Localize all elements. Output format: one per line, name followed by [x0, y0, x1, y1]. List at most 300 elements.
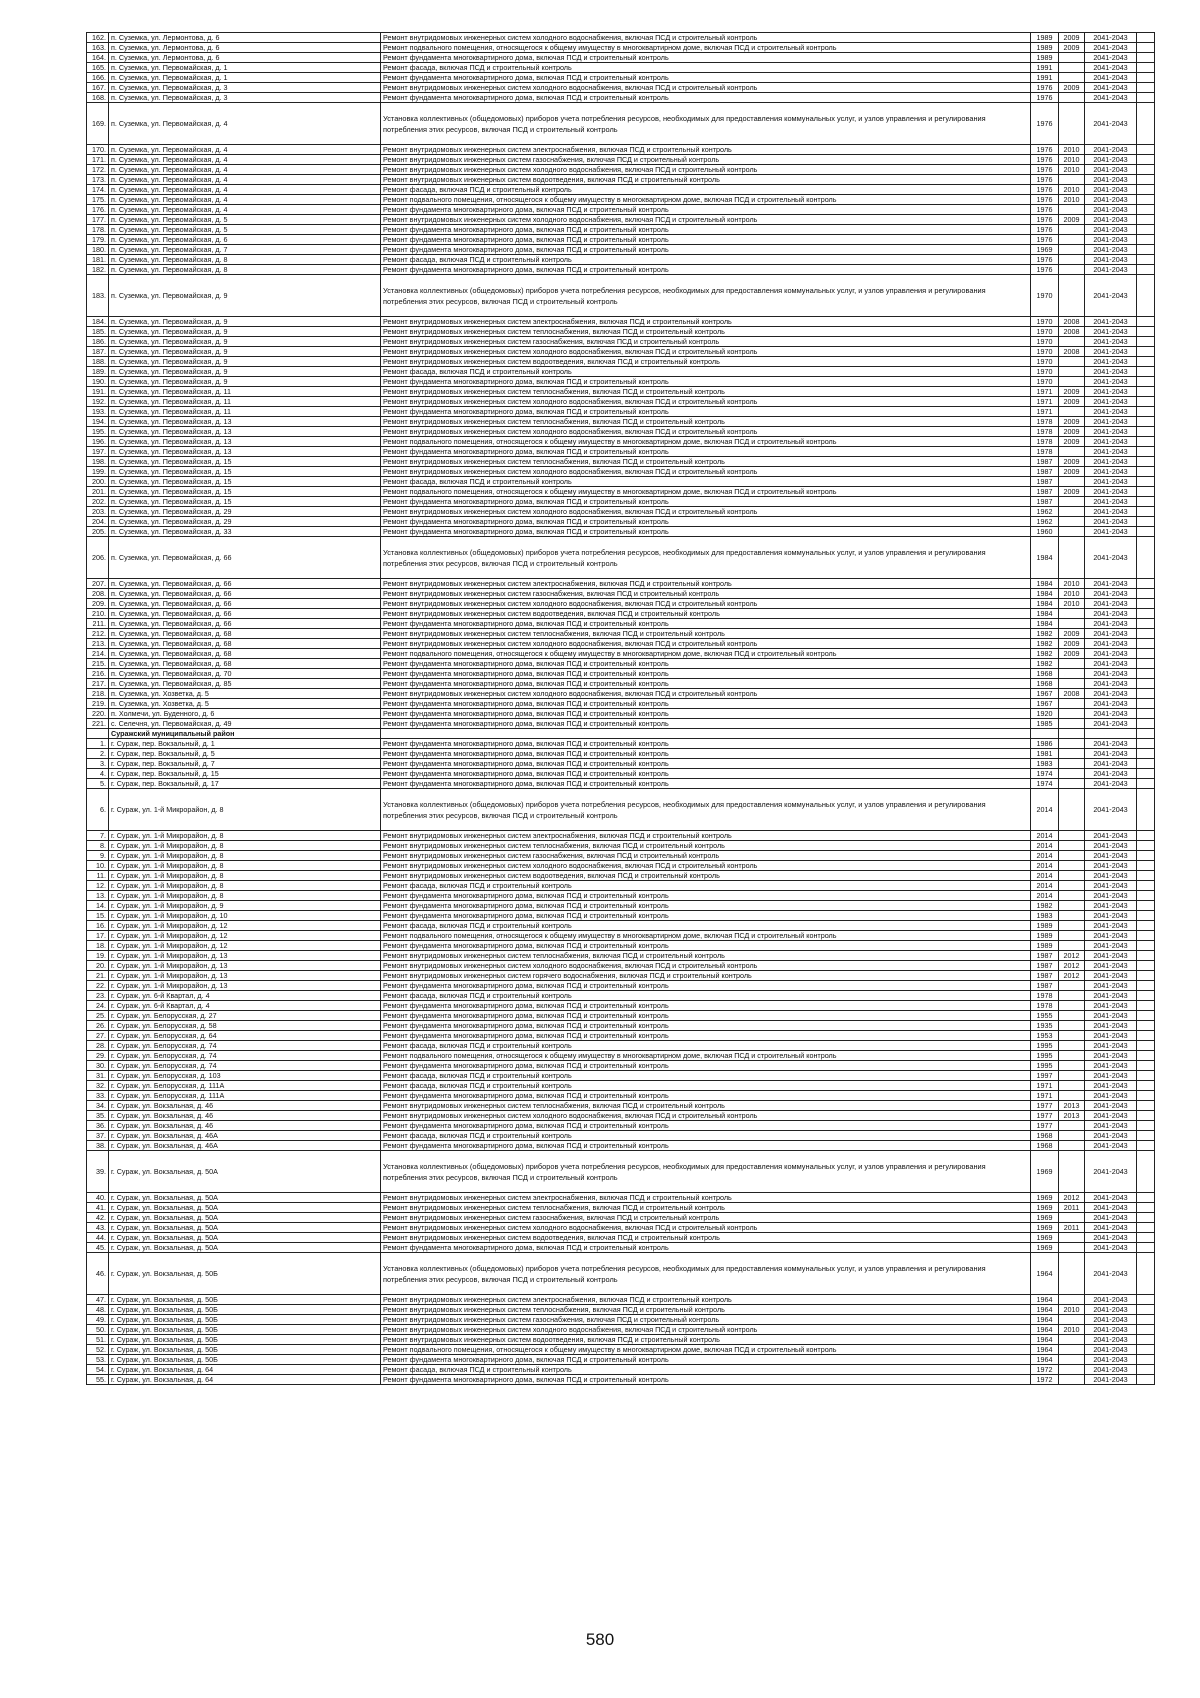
row-number: 49.	[87, 1315, 109, 1325]
table-row	[87, 43, 1155, 53]
row-number: 19.	[87, 951, 109, 961]
blank-cell	[1137, 659, 1155, 669]
planned-period-cell: 2041-2043	[1085, 205, 1137, 215]
table-row	[87, 145, 1155, 155]
last-repair-year-cell	[1059, 749, 1085, 759]
last-repair-year-cell	[1059, 609, 1085, 619]
planned-period-cell: 2041-2043	[1085, 225, 1137, 235]
row-number: 33.	[87, 1091, 109, 1101]
work-type-cell: Ремонт подвального помещения, относящегося к общему имуществу в многоквартирном доме, включая ПСД и строительный контроль	[381, 487, 1031, 497]
last-repair-year-cell: 2009	[1059, 397, 1085, 407]
last-repair-year-cell	[1059, 831, 1085, 841]
work-type-cell: Ремонт фасада, включая ПСД и строительный контроль	[381, 1081, 1031, 1091]
row-number: 22.	[87, 981, 109, 991]
blank-cell	[1137, 1325, 1155, 1335]
row-number: 5.	[87, 779, 109, 789]
blank-cell	[1137, 477, 1155, 487]
table-row	[87, 911, 1155, 921]
row-number: 173.	[87, 175, 109, 185]
last-repair-year-cell: 2010	[1059, 599, 1085, 609]
table-row	[87, 1365, 1155, 1375]
last-repair-year-cell	[1059, 931, 1085, 941]
planned-period-cell: 2041-2043	[1085, 1223, 1137, 1233]
work-type-cell: Ремонт подвального помещения, относящегося к общему имуществу в многоквартирном доме, включая ПСД и строительный контроль	[381, 437, 1031, 447]
row-number: 35.	[87, 1111, 109, 1121]
work-type-cell: Ремонт внутридомовых инженерных систем газоснабжения, включая ПСД и строительный контроль	[381, 155, 1031, 165]
blank-cell	[1137, 1355, 1155, 1365]
blank-cell	[1137, 175, 1155, 185]
row-number: 218.	[87, 689, 109, 699]
last-repair-year-cell: 2009	[1059, 43, 1085, 53]
last-repair-year-cell: 2009	[1059, 649, 1085, 659]
table-row	[87, 1253, 1155, 1295]
planned-period-cell: 2041-2043	[1085, 245, 1137, 255]
blank-cell	[1137, 649, 1155, 659]
row-number: 37.	[87, 1131, 109, 1141]
last-repair-year-cell	[1059, 981, 1085, 991]
address-cell: г. Сураж, ул. 1-й Микрорайон, д. 9	[109, 901, 381, 911]
last-repair-year-cell	[1059, 1001, 1085, 1011]
blank-cell	[1137, 317, 1155, 327]
commission-year-cell: 1995	[1031, 1061, 1059, 1071]
table-row	[87, 467, 1155, 477]
blank-cell	[1137, 961, 1155, 971]
work-type-cell: Установка коллективных (общедомовых) приборов учета потребления ресурсов, необходимых для предоставления коммунальных услуг, и узлов управления и регулирования потребления этих ресурсов, включая ПСД и строительный контроль	[381, 275, 1031, 317]
planned-period-cell: 2041-2043	[1085, 599, 1137, 609]
last-repair-year-cell	[1059, 1233, 1085, 1243]
commission-year-cell: 1976	[1031, 265, 1059, 275]
last-repair-year-cell	[1059, 779, 1085, 789]
table-row	[87, 1111, 1155, 1121]
table-row	[87, 971, 1155, 981]
last-repair-year-cell	[1059, 709, 1085, 719]
table-row	[87, 497, 1155, 507]
commission-year-cell: 1970	[1031, 337, 1059, 347]
address-cell: г. Сураж, ул. 1-й Микрорайон, д. 13	[109, 951, 381, 961]
address-cell: п. Суземка, ул. Первомайская, д. 7	[109, 245, 381, 255]
table-row	[87, 1213, 1155, 1223]
table-row	[87, 255, 1155, 265]
row-number: 46.	[87, 1253, 109, 1295]
planned-period-cell: 2041-2043	[1085, 407, 1137, 417]
table-row	[87, 599, 1155, 609]
work-type-cell: Ремонт внутридомовых инженерных систем теплоснабжения, включая ПСД и строительный контроль	[381, 1101, 1031, 1111]
planned-period-cell: 2041-2043	[1085, 1295, 1137, 1305]
work-type-cell: Ремонт фундамента многоквартирного дома, включая ПСД и строительный контроль	[381, 779, 1031, 789]
last-repair-year-cell	[1059, 1213, 1085, 1223]
commission-year-cell: 1984	[1031, 537, 1059, 579]
row-number: 221.	[87, 719, 109, 729]
row-number: 9.	[87, 851, 109, 861]
blank-cell	[1137, 527, 1155, 537]
planned-period-cell: 2041-2043	[1085, 609, 1137, 619]
last-repair-year-cell	[1059, 93, 1085, 103]
table-row	[87, 317, 1155, 327]
planned-period-cell: 2041-2043	[1085, 1355, 1137, 1365]
row-number: 165.	[87, 63, 109, 73]
row-number: 48.	[87, 1305, 109, 1315]
commission-year-cell: 1969	[1031, 1203, 1059, 1213]
blank-cell	[1137, 1111, 1155, 1121]
blank-cell	[1137, 1041, 1155, 1051]
address-cell: г. Сураж, ул. Белорусская, д. 58	[109, 1021, 381, 1031]
address-cell: г. Сураж, ул. 1-й Микрорайон, д. 13	[109, 961, 381, 971]
last-repair-year-cell	[1059, 103, 1085, 145]
planned-period-cell: 2041-2043	[1085, 73, 1137, 83]
last-repair-year-cell	[1059, 1355, 1085, 1365]
row-number: 175.	[87, 195, 109, 205]
blank-cell	[1137, 861, 1155, 871]
row-number: 206.	[87, 537, 109, 579]
planned-period-cell: 2041-2043	[1085, 467, 1137, 477]
work-type-cell: Ремонт фундамента многоквартирного дома, включая ПСД и строительный контроль	[381, 1121, 1031, 1131]
table-row	[87, 507, 1155, 517]
row-number: 172.	[87, 165, 109, 175]
address-cell: п. Суземка, ул. Лермонтова, д. 6	[109, 53, 381, 63]
commission-year-cell: 1977	[1031, 1111, 1059, 1121]
table-row	[87, 337, 1155, 347]
work-type-cell: Ремонт фасада, включая ПСД и строительный контроль	[381, 991, 1031, 1001]
commission-year-cell: 1970	[1031, 275, 1059, 317]
commission-year-cell: 1987	[1031, 981, 1059, 991]
row-number: 17.	[87, 931, 109, 941]
planned-period-cell: 2041-2043	[1085, 527, 1137, 537]
commission-year-cell: 1964	[1031, 1325, 1059, 1335]
address-cell: п. Суземка, ул. Первомайская, д. 66	[109, 579, 381, 589]
work-type-cell: Установка коллективных (общедомовых) приборов учета потребления ресурсов, необходимых для предоставления коммунальных услуг, и узлов управления и регулирования потребления этих ресурсов, включая ПСД и строительный контроль	[381, 1253, 1031, 1295]
row-number: 51.	[87, 1335, 109, 1345]
last-repair-year-cell: 2009	[1059, 629, 1085, 639]
row-number: 212.	[87, 629, 109, 639]
planned-period-cell: 2041-2043	[1085, 1193, 1137, 1203]
work-type-cell: Ремонт внутридомовых инженерных систем холодного водоснабжения, включая ПСД и строительный контроль	[381, 599, 1031, 609]
last-repair-year-cell	[1059, 337, 1085, 347]
blank-cell	[1137, 1335, 1155, 1345]
row-number: 196.	[87, 437, 109, 447]
table-row	[87, 891, 1155, 901]
row-number: 28.	[87, 1041, 109, 1051]
planned-period-cell: 2041-2043	[1085, 851, 1137, 861]
table-row	[87, 53, 1155, 63]
planned-period-cell: 2041-2043	[1085, 1091, 1137, 1101]
address-cell: п. Суземка, ул. Первомайская, д. 70	[109, 669, 381, 679]
row-number: 41.	[87, 1203, 109, 1213]
commission-year-cell: 1969	[1031, 245, 1059, 255]
work-type-cell: Ремонт внутридомовых инженерных систем холодного водоснабжения, включая ПСД и строительный контроль	[381, 165, 1031, 175]
blank-cell	[1137, 921, 1155, 931]
planned-period-cell: 2041-2043	[1085, 981, 1137, 991]
table-row	[87, 1295, 1155, 1305]
commission-year-cell: 1968	[1031, 1131, 1059, 1141]
address-cell: п. Суземка, ул. Первомайская, д. 29	[109, 517, 381, 527]
table-row	[87, 537, 1155, 579]
work-type-cell: Ремонт фасада, включая ПСД и строительный контроль	[381, 1365, 1031, 1375]
row-number: 162.	[87, 33, 109, 43]
work-type-cell: Ремонт фундамента многоквартирного дома, включая ПСД и строительный контроль	[381, 1021, 1031, 1031]
commission-year-cell: 1983	[1031, 759, 1059, 769]
blank-cell	[1137, 407, 1155, 417]
work-type-cell: Ремонт внутридомовых инженерных систем газоснабжения, включая ПСД и строительный контроль	[381, 1213, 1031, 1223]
table-row	[87, 1101, 1155, 1111]
commission-year-cell: 1968	[1031, 1141, 1059, 1151]
table-row	[87, 377, 1155, 387]
work-type-cell: Ремонт внутридомовых инженерных систем водоотведения, включая ПСД и строительный контроль	[381, 1233, 1031, 1243]
commission-year-cell: 1970	[1031, 317, 1059, 327]
blank-cell	[1137, 327, 1155, 337]
table-row	[87, 921, 1155, 931]
planned-period-cell: 2041-2043	[1085, 347, 1137, 357]
address-cell: г. Сураж, ул. Вокзальная, д. 50А	[109, 1213, 381, 1223]
blank-cell	[1137, 165, 1155, 175]
address-cell: п. Суземка, ул. Первомайская, д. 4	[109, 205, 381, 215]
table-row	[87, 1021, 1155, 1031]
work-type-cell: Ремонт внутридомовых инженерных систем горячего водоснабжения, включая ПСД и строительный контроль	[381, 971, 1031, 981]
planned-period-cell: 2041-2043	[1085, 739, 1137, 749]
commission-year-cell: 1964	[1031, 1335, 1059, 1345]
address-cell: г. Сураж, ул. Вокзальная, д. 50Б	[109, 1305, 381, 1315]
commission-year-cell: 1967	[1031, 699, 1059, 709]
commission-year-cell: 1987	[1031, 467, 1059, 477]
work-type-cell: Ремонт внутридомовых инженерных систем электроснабжения, включая ПСД и строительный контроль	[381, 145, 1031, 155]
row-number: 26.	[87, 1021, 109, 1031]
blank-cell	[1137, 437, 1155, 447]
commission-year-cell: 1997	[1031, 1071, 1059, 1081]
table-row	[87, 749, 1155, 759]
last-repair-year-cell	[1059, 407, 1085, 417]
table-row	[87, 185, 1155, 195]
planned-period-cell: 2041-2043	[1085, 629, 1137, 639]
blank-cell	[1137, 33, 1155, 43]
address-cell: г. Сураж, пер. Вокзальный, д. 1	[109, 739, 381, 749]
row-number: 182.	[87, 265, 109, 275]
planned-period-cell: 2041-2043	[1085, 589, 1137, 599]
last-repair-year-cell	[1059, 1071, 1085, 1081]
work-type-cell: Ремонт фундамента многоквартирного дома, включая ПСД и строительный контроль	[381, 1375, 1031, 1385]
planned-period-cell: 2041-2043	[1085, 1101, 1137, 1111]
blank-cell	[1137, 1213, 1155, 1223]
address-cell: п. Суземка, ул. Первомайская, д. 3	[109, 93, 381, 103]
work-type-cell: Ремонт фундамента многоквартирного дома, включая ПСД и строительный контроль	[381, 669, 1031, 679]
table-row	[87, 245, 1155, 255]
blank-cell	[1137, 619, 1155, 629]
work-type-cell: Ремонт фундамента многоквартирного дома, включая ПСД и строительный контроль	[381, 245, 1031, 255]
address-cell: Суражский муниципальный район	[109, 729, 381, 739]
row-number: 184.	[87, 317, 109, 327]
commission-year-cell: 1978	[1031, 1001, 1059, 1011]
table-row	[87, 1121, 1155, 1131]
work-type-cell: Ремонт фасада, включая ПСД и строительный контроль	[381, 63, 1031, 73]
page-number: 580	[585, 1630, 615, 1649]
planned-period-cell: 2041-2043	[1085, 709, 1137, 719]
blank-cell	[1137, 1051, 1155, 1061]
table-row	[87, 437, 1155, 447]
work-type-cell: Ремонт фундамента многоквартирного дома, включая ПСД и строительный контроль	[381, 93, 1031, 103]
commission-year-cell: 1984	[1031, 609, 1059, 619]
planned-period-cell: 2041-2043	[1085, 43, 1137, 53]
planned-period-cell: 2041-2043	[1085, 265, 1137, 275]
row-number: 217.	[87, 679, 109, 689]
address-cell: п. Суземка, ул. Хозветка, д. 5	[109, 689, 381, 699]
table-row	[87, 769, 1155, 779]
work-type-cell: Ремонт внутридомовых инженерных систем холодного водоснабжения, включая ПСД и строительный контроль	[381, 861, 1031, 871]
blank-cell	[1137, 265, 1155, 275]
row-number: 201.	[87, 487, 109, 497]
planned-period-cell: 2041-2043	[1085, 195, 1137, 205]
commission-year-cell: 1989	[1031, 921, 1059, 931]
last-repair-year-cell	[1059, 769, 1085, 779]
last-repair-year-cell	[1059, 851, 1085, 861]
table-row	[87, 215, 1155, 225]
address-cell: п. Суземка, ул. Первомайская, д. 68	[109, 629, 381, 639]
work-type-cell: Ремонт фундамента многоквартирного дома, включая ПСД и строительный контроль	[381, 1141, 1031, 1151]
planned-period-cell: 2041-2043	[1085, 427, 1137, 437]
table-row	[87, 1091, 1155, 1101]
planned-period-cell: 2041-2043	[1085, 759, 1137, 769]
last-repair-year-cell	[1059, 871, 1085, 881]
commission-year-cell: 1976	[1031, 235, 1059, 245]
blank-cell	[1137, 1011, 1155, 1021]
table-row	[87, 1193, 1155, 1203]
address-cell: г. Сураж, ул. 1-й Микрорайон, д. 8	[109, 831, 381, 841]
row-number: 4.	[87, 769, 109, 779]
blank-cell	[1137, 1315, 1155, 1325]
blank-cell	[1137, 377, 1155, 387]
commission-year-cell: 1976	[1031, 145, 1059, 155]
table-row	[87, 457, 1155, 467]
last-repair-year-cell: 2010	[1059, 579, 1085, 589]
planned-period-cell: 2041-2043	[1085, 921, 1137, 931]
work-type-cell: Ремонт внутридомовых инженерных систем теплоснабжения, включая ПСД и строительный контроль	[381, 1203, 1031, 1213]
last-repair-year-cell	[1059, 225, 1085, 235]
work-type-cell: Ремонт подвального помещения, относящегося к общему имуществу в многоквартирном доме, включая ПСД и строительный контроль	[381, 649, 1031, 659]
planned-period-cell: 2041-2043	[1085, 517, 1137, 527]
work-type-cell: Ремонт фундамента многоквартирного дома, включая ПСД и строительный контроль	[381, 719, 1031, 729]
work-type-cell: Ремонт фундамента многоквартирного дома, включая ПСД и строительный контроль	[381, 1061, 1031, 1071]
planned-period-cell: 2041-2043	[1085, 155, 1137, 165]
blank-cell	[1137, 447, 1155, 457]
work-type-cell: Ремонт фундамента многоквартирного дома, включая ПСД и строительный контроль	[381, 225, 1031, 235]
row-number: 179.	[87, 235, 109, 245]
address-cell: г. Сураж, ул. Вокзальная, д. 50Б	[109, 1325, 381, 1335]
commission-year-cell: 1986	[1031, 739, 1059, 749]
blank-cell	[1137, 1151, 1155, 1193]
work-type-cell: Ремонт внутридомовых инженерных систем холодного водоснабжения, включая ПСД и строительный контроль	[381, 215, 1031, 225]
address-cell: г. Сураж, ул. 1-й Микрорайон, д. 13	[109, 971, 381, 981]
last-repair-year-cell: 2008	[1059, 689, 1085, 699]
row-number: 6.	[87, 789, 109, 831]
work-type-cell: Ремонт фасада, включая ПСД и строительный контроль	[381, 1041, 1031, 1051]
address-cell: п. Суземка, ул. Первомайская, д. 66	[109, 609, 381, 619]
planned-period-cell: 2041-2043	[1085, 1345, 1137, 1355]
table-row	[87, 629, 1155, 639]
blank-cell	[1137, 537, 1155, 579]
row-number: 215.	[87, 659, 109, 669]
row-number: 163.	[87, 43, 109, 53]
row-number: 202.	[87, 497, 109, 507]
commission-year-cell: 1982	[1031, 649, 1059, 659]
commission-year-cell: 1969	[1031, 1223, 1059, 1233]
blank-cell	[1137, 245, 1155, 255]
table-row	[87, 1375, 1155, 1385]
commission-year-cell: 1969	[1031, 1213, 1059, 1223]
row-number: 207.	[87, 579, 109, 589]
commission-year-cell: 2014	[1031, 891, 1059, 901]
last-repair-year-cell	[1059, 497, 1085, 507]
work-type-cell: Ремонт подвального помещения, относящегося к общему имуществу в многоквартирном доме, включая ПСД и строительный контроль	[381, 1345, 1031, 1355]
row-number: 203.	[87, 507, 109, 517]
row-number: 39.	[87, 1151, 109, 1193]
row-number: 199.	[87, 467, 109, 477]
last-repair-year-cell	[1059, 275, 1085, 317]
work-type-cell: Ремонт внутридомовых инженерных систем теплоснабжения, включая ПСД и строительный контроль	[381, 417, 1031, 427]
commission-year-cell: 1989	[1031, 931, 1059, 941]
address-cell: г. Сураж, ул. Белорусская, д. 74	[109, 1051, 381, 1061]
address-cell: п. Суземка, ул. Первомайская, д. 9	[109, 317, 381, 327]
work-type-cell: Ремонт фундамента многоквартирного дома, включая ПСД и строительный контроль	[381, 709, 1031, 719]
commission-year-cell: 1970	[1031, 327, 1059, 337]
table-row	[87, 427, 1155, 437]
planned-period-cell: 2041-2043	[1085, 1243, 1137, 1253]
planned-period-cell: 2041-2043	[1085, 1141, 1137, 1151]
last-repair-year-cell	[1059, 759, 1085, 769]
row-number: 55.	[87, 1375, 109, 1385]
commission-year-cell: 1920	[1031, 709, 1059, 719]
work-type-cell: Ремонт фундамента многоквартирного дома, включая ПСД и строительный контроль	[381, 739, 1031, 749]
blank-cell	[1137, 155, 1155, 165]
row-number: 16.	[87, 921, 109, 931]
blank-cell	[1137, 1243, 1155, 1253]
table-body	[87, 33, 1155, 1385]
blank-cell	[1137, 599, 1155, 609]
blank-cell	[1137, 1141, 1155, 1151]
last-repair-year-cell	[1059, 1061, 1085, 1071]
row-number: 1.	[87, 739, 109, 749]
work-type-cell: Ремонт внутридомовых инженерных систем холодного водоснабжения, включая ПСД и строительный контроль	[381, 1111, 1031, 1121]
table-row	[87, 73, 1155, 83]
blank-cell	[1137, 367, 1155, 377]
commission-year-cell: 1976	[1031, 93, 1059, 103]
row-number: 15.	[87, 911, 109, 921]
blank-cell	[1137, 1021, 1155, 1031]
planned-period-cell: 2041-2043	[1085, 911, 1137, 921]
work-type-cell: Установка коллективных (общедомовых) приборов учета потребления ресурсов, необходимых для предоставления коммунальных услуг, и узлов управления и регулирования потребления этих ресурсов, включая ПСД и строительный контроль	[381, 537, 1031, 579]
last-repair-year-cell	[1059, 1091, 1085, 1101]
row-number: 194.	[87, 417, 109, 427]
planned-period-cell: 2041-2043	[1085, 1131, 1137, 1141]
planned-period-cell: 2041-2043	[1085, 185, 1137, 195]
planned-period-cell: 2041-2043	[1085, 1315, 1137, 1325]
work-type-cell: Ремонт фундамента многоквартирного дома, включая ПСД и строительный контроль	[381, 911, 1031, 921]
commission-year-cell: 1978	[1031, 447, 1059, 457]
last-repair-year-cell: 2009	[1059, 457, 1085, 467]
last-repair-year-cell: 2010	[1059, 165, 1085, 175]
blank-cell	[1137, 1031, 1155, 1041]
table-row	[87, 709, 1155, 719]
address-cell: п. Суземка, ул. Первомайская, д. 5	[109, 225, 381, 235]
planned-period-cell: 2041-2043	[1085, 145, 1137, 155]
row-number: 20.	[87, 961, 109, 971]
blank-cell	[1137, 981, 1155, 991]
address-cell: п. Суземка, ул. Первомайская, д. 4	[109, 145, 381, 155]
row-number: 186.	[87, 337, 109, 347]
table-row	[87, 487, 1155, 497]
table-row	[87, 679, 1155, 689]
address-cell: г. Сураж, ул. 1-й Микрорайон, д. 8	[109, 881, 381, 891]
planned-period-cell: 2041-2043	[1085, 1011, 1137, 1021]
work-type-cell: Ремонт фасада, включая ПСД и строительный контроль	[381, 1131, 1031, 1141]
work-type-cell: Ремонт фундамента многоквартирного дома, включая ПСД и строительный контроль	[381, 759, 1031, 769]
last-repair-year-cell	[1059, 1041, 1085, 1051]
